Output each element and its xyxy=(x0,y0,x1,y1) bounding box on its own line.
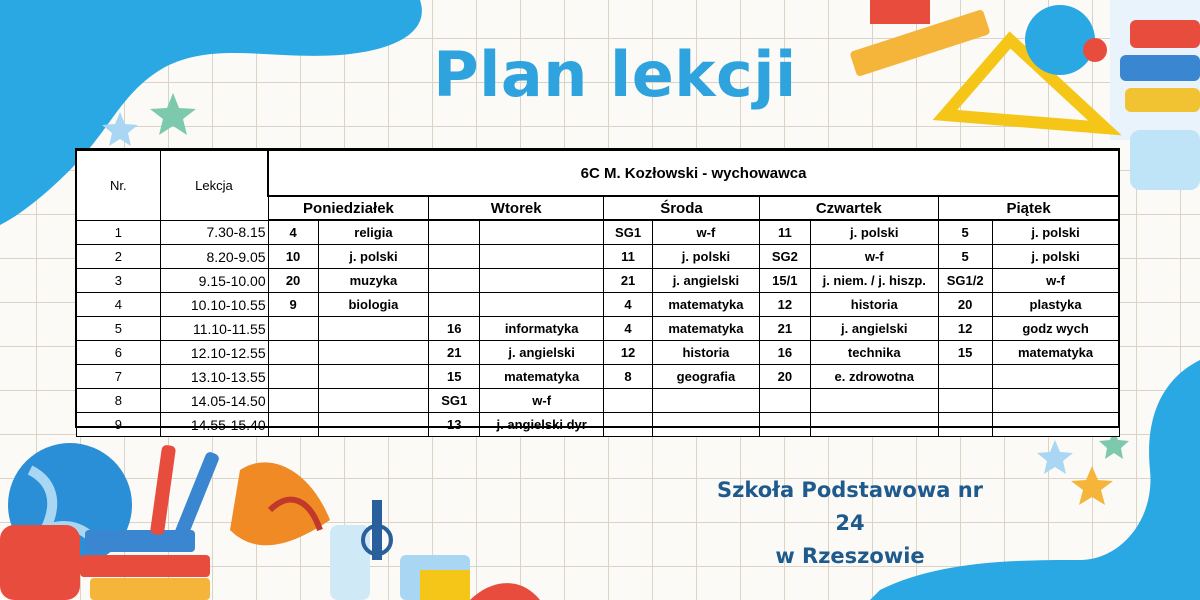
school-name xyxy=(700,474,1000,573)
subject-cell: muzyka xyxy=(318,269,429,293)
room-cell: 5 xyxy=(938,245,992,269)
room-cell: 10 xyxy=(268,245,318,269)
room-cell xyxy=(604,389,653,413)
subject-cell: informatyka xyxy=(480,317,604,341)
day-header: Piątek xyxy=(938,196,1119,220)
lesson-time: 13.10-13.55 xyxy=(160,365,268,389)
school-name-line2: w Rzeszowie xyxy=(775,544,925,568)
subject-cell: matematyka xyxy=(653,317,760,341)
room-cell xyxy=(268,389,318,413)
table-row xyxy=(77,317,1120,341)
lesson-time: 12.10-12.55 xyxy=(160,341,268,365)
table-row xyxy=(77,293,1120,317)
room-cell: 11 xyxy=(759,220,810,245)
lesson-number: 5 xyxy=(77,317,161,341)
room-cell: 20 xyxy=(938,293,992,317)
subject-cell: j. angielski xyxy=(653,269,760,293)
room-cell xyxy=(429,269,480,293)
day-header: Poniedziałek xyxy=(268,196,429,220)
lesson-time: 14.55-15.40 xyxy=(160,413,268,437)
subject-cell: religia xyxy=(318,220,429,245)
room-cell xyxy=(429,245,480,269)
room-cell xyxy=(268,317,318,341)
subject-cell: w-f xyxy=(810,245,938,269)
room-cell: 15 xyxy=(429,365,480,389)
room-cell: 11 xyxy=(604,245,653,269)
room-cell xyxy=(268,365,318,389)
lesson-number: 4 xyxy=(77,293,161,317)
subject-cell: e. zdrowotna xyxy=(810,365,938,389)
subject-cell: matematyka xyxy=(992,341,1119,365)
room-cell xyxy=(429,220,480,245)
subject-cell xyxy=(480,293,604,317)
subject-cell: matematyka xyxy=(653,293,760,317)
subject-cell: j. niem. / j. hiszp. xyxy=(810,269,938,293)
subject-cell: j. polski xyxy=(653,245,760,269)
subject-cell: j. angielski xyxy=(810,317,938,341)
subject-cell: technika xyxy=(810,341,938,365)
subject-cell: matematyka xyxy=(480,365,604,389)
room-cell: 8 xyxy=(604,365,653,389)
subject-cell xyxy=(653,389,760,413)
subject-cell: geografia xyxy=(653,365,760,389)
room-cell: 12 xyxy=(759,293,810,317)
table-row xyxy=(77,245,1120,269)
room-cell: 15/1 xyxy=(759,269,810,293)
day-header: Środa xyxy=(604,196,760,220)
room-cell xyxy=(938,413,992,437)
room-cell xyxy=(429,293,480,317)
room-cell: 20 xyxy=(759,365,810,389)
subject-cell: j. polski xyxy=(992,220,1119,245)
school-supplies-bottom-left xyxy=(0,443,540,600)
timetable xyxy=(76,149,1120,437)
subject-cell xyxy=(810,413,938,437)
page-title: Plan lekcji xyxy=(433,38,797,111)
room-cell: SG2 xyxy=(759,245,810,269)
star-icon xyxy=(1071,466,1113,505)
table-row xyxy=(77,389,1120,413)
subject-cell: godz wych xyxy=(992,317,1119,341)
room-cell xyxy=(268,341,318,365)
subject-cell xyxy=(480,245,604,269)
room-cell xyxy=(938,389,992,413)
school-name-line1: Szkoła Podstawowa nr 24 xyxy=(716,478,984,535)
room-cell xyxy=(268,413,318,437)
table-row xyxy=(77,220,1120,245)
room-cell: 15 xyxy=(938,341,992,365)
table-row xyxy=(77,365,1120,389)
room-cell: 4 xyxy=(604,317,653,341)
subject-cell xyxy=(318,365,429,389)
subject-cell: w-f xyxy=(653,220,760,245)
lesson-number: 3 xyxy=(77,269,161,293)
room-cell: 9 xyxy=(268,293,318,317)
lesson-time: 7.30-8.15 xyxy=(160,220,268,245)
room-cell: 5 xyxy=(938,220,992,245)
subject-cell: plastyka xyxy=(992,293,1119,317)
room-cell: 20 xyxy=(268,269,318,293)
subject-cell: j. polski xyxy=(318,245,429,269)
room-cell: 16 xyxy=(429,317,480,341)
lesson-number: 8 xyxy=(77,389,161,413)
subject-cell xyxy=(810,389,938,413)
lesson-time: 14.05-14.50 xyxy=(160,389,268,413)
room-cell: 21 xyxy=(429,341,480,365)
day-header: Wtorek xyxy=(429,196,604,220)
room-cell: 4 xyxy=(604,293,653,317)
subject-cell xyxy=(318,317,429,341)
room-cell: 21 xyxy=(759,317,810,341)
subject-cell xyxy=(480,269,604,293)
room-cell: 21 xyxy=(604,269,653,293)
room-cell: 4 xyxy=(268,220,318,245)
subject-cell xyxy=(318,413,429,437)
subject-cell: w-f xyxy=(480,389,604,413)
lesson-number: 2 xyxy=(77,245,161,269)
subject-cell: j. angielski xyxy=(480,341,604,365)
subject-cell xyxy=(318,341,429,365)
lesson-time: 9.15-10.00 xyxy=(160,269,268,293)
star-icon xyxy=(1037,440,1073,474)
subject-cell xyxy=(318,389,429,413)
room-cell: SG1/2 xyxy=(938,269,992,293)
subject-cell xyxy=(992,389,1119,413)
table-row xyxy=(77,413,1120,437)
table-row xyxy=(77,269,1120,293)
subject-cell xyxy=(653,413,760,437)
room-cell: 12 xyxy=(938,317,992,341)
header-lekcja: Lekcja xyxy=(160,150,268,220)
lesson-number: 1 xyxy=(77,220,161,245)
lesson-time: 10.10-10.55 xyxy=(160,293,268,317)
room-cell: 13 xyxy=(429,413,480,437)
subject-cell xyxy=(480,220,604,245)
header-nr: Nr. xyxy=(77,150,161,220)
room-cell: 16 xyxy=(759,341,810,365)
subject-cell: historia xyxy=(653,341,760,365)
lesson-time: 8.20-9.05 xyxy=(160,245,268,269)
subject-cell: j. polski xyxy=(810,220,938,245)
subject-cell: j. polski xyxy=(992,245,1119,269)
subject-cell: j. angielski dyr xyxy=(480,413,604,437)
subject-cell: biologia xyxy=(318,293,429,317)
subject-cell: w-f xyxy=(992,269,1119,293)
room-cell: SG1 xyxy=(604,220,653,245)
room-cell xyxy=(604,413,653,437)
room-cell: SG1 xyxy=(429,389,480,413)
room-cell xyxy=(938,365,992,389)
subject-cell xyxy=(992,365,1119,389)
class-title: 6C M. Kozłowski - wychowawca xyxy=(268,150,1119,196)
subject-cell xyxy=(992,413,1119,437)
lesson-number: 6 xyxy=(77,341,161,365)
lesson-number: 7 xyxy=(77,365,161,389)
room-cell xyxy=(759,389,810,413)
lesson-number: 9 xyxy=(77,413,161,437)
lesson-time: 11.10-11.55 xyxy=(160,317,268,341)
table-row xyxy=(77,341,1120,365)
day-header: Czwartek xyxy=(759,196,938,220)
room-cell: 12 xyxy=(604,341,653,365)
room-cell xyxy=(759,413,810,437)
subject-cell: historia xyxy=(810,293,938,317)
